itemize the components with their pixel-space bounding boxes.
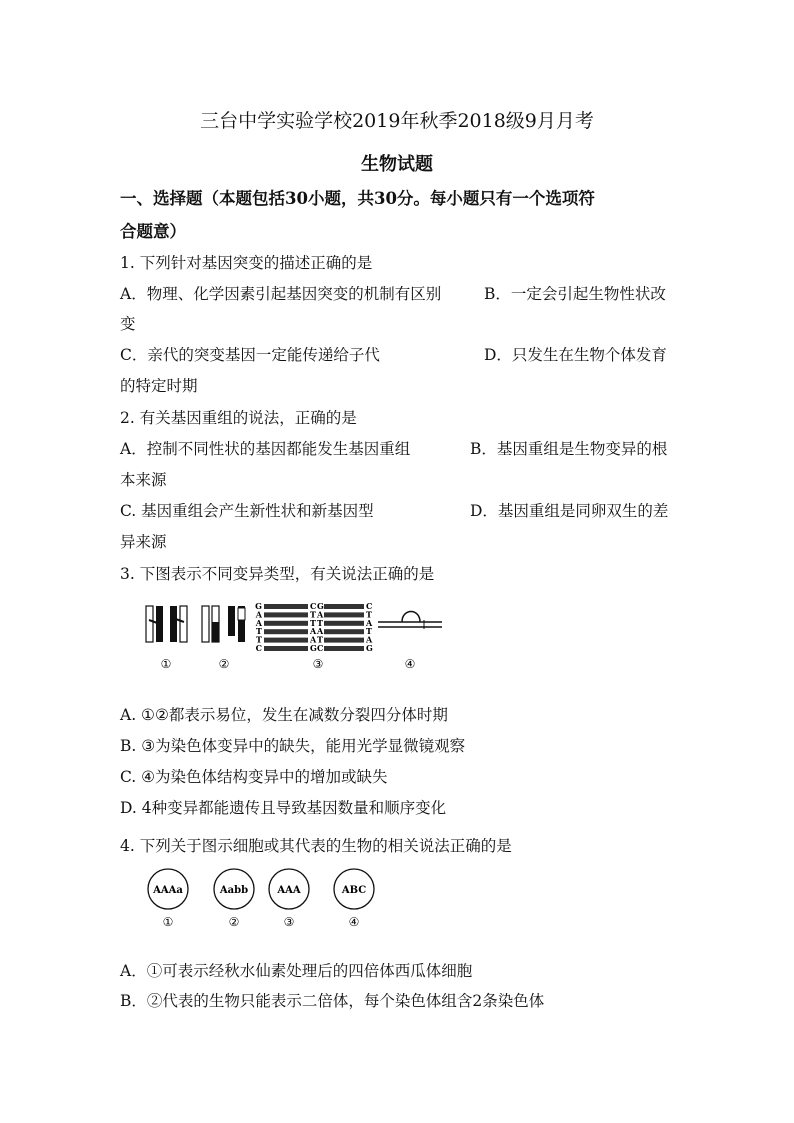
dna-base-mid-a: T	[310, 617, 316, 628]
cell-1	[148, 869, 188, 929]
q1-option-b: B．一定会引起生物性状改	[484, 285, 666, 303]
q1-option-a: A．物理、化学因素引起基因突变的机制有区别	[120, 285, 442, 303]
dna-strand-segment	[264, 638, 308, 643]
section-heading-line1: 一、选择题（本题包括30小题，共30分。每小题只有一个选项符	[120, 189, 595, 208]
dna-strand-segment	[324, 629, 364, 634]
dna-base-right: G	[366, 643, 373, 653]
figure-label-1: ①	[160, 657, 172, 671]
dna-base-right: C	[366, 601, 373, 611]
q4-stem: 4. 下列关于图示细胞或其代表的生物的相关说法正确的是	[120, 837, 512, 855]
dna-base-right: A	[366, 617, 373, 628]
q1-option-b-cont: 变	[120, 315, 136, 333]
dna-base-left: G	[255, 601, 262, 611]
dna-base-left: A	[255, 617, 262, 628]
dna-base-mid-b: C	[317, 643, 324, 653]
q3-option-b: B. ③为染色体变异中的缺失，能用光学显微镜观察	[120, 737, 466, 755]
q1-option-d-cont: 的特定时期	[120, 377, 198, 395]
figure-3-dna	[255, 601, 373, 653]
figure-label-3: ③	[312, 657, 324, 671]
dna-strand-segment	[264, 621, 308, 626]
dna-base-mid-a: G	[310, 643, 317, 653]
cell-2	[214, 869, 254, 929]
q3-variation-figure	[140, 594, 450, 674]
dna-base-left: T	[256, 634, 262, 645]
q2-option-c: C. 基因重组会产生新性状和新基因型	[120, 502, 374, 520]
figure-1-chromosomes	[146, 606, 187, 642]
cell-3	[269, 869, 309, 929]
exam-title: 三台中学实验学校2019年秋季2018级9月月考	[200, 110, 594, 132]
dna-base-mid-a: C	[310, 601, 317, 611]
q3-option-a: A. ①②都表示易位，发生在减数分裂四分体时期	[120, 706, 448, 724]
q2-option-d-cont: 异来源	[120, 533, 167, 551]
cell-4-genotype: ABC	[341, 885, 367, 896]
q3-option-d: D. 4种变异都能遗传且导致基因数量和顺序变化	[120, 799, 447, 817]
q4-option-b: B．②代表的生物只能表示二倍体，每个染色体组含2条染色体	[120, 992, 545, 1010]
cell-1-label: ①	[162, 915, 174, 929]
dna-base-mid-b: T	[317, 634, 323, 645]
dna-base-mid-a: T	[310, 609, 316, 620]
cell-2-label: ②	[228, 915, 240, 929]
cell-4-label: ④	[348, 915, 360, 929]
q4-option-a: A．①可表示经秋水仙素处理后的四倍体西瓜体细胞	[120, 962, 473, 980]
cell-2-genotype: Aabb	[219, 885, 249, 896]
q3-stem: 3. 下图表示不同变异类型，有关说法正确的是	[120, 565, 435, 583]
dna-strand-segment	[324, 646, 364, 651]
dna-strand-segment	[264, 646, 308, 651]
dna-base-right: T	[366, 609, 372, 620]
q4-cell-figure	[144, 866, 384, 932]
dna-strand-segment	[324, 638, 364, 643]
dna-strand-segment	[324, 621, 364, 626]
subject-title: 生物试题	[361, 154, 433, 175]
dna-base-left: T	[256, 626, 262, 637]
dna-base-mid-b: T	[317, 617, 323, 628]
figure-2-chromosomes	[202, 606, 245, 642]
dna-strand-segment	[324, 612, 364, 617]
q1-stem: 1. 下列针对基因突变的描述正确的是	[120, 254, 373, 272]
q2-option-a: A．控制不同性状的基因都能发生基因重组	[120, 440, 411, 458]
cell-4	[334, 869, 374, 929]
dna-base-mid-b: G	[317, 601, 324, 611]
q2-stem: 2. 有关基因重组的说法，正确的是	[120, 409, 357, 427]
figure-4-loop	[378, 612, 442, 630]
dna-strand-segment	[264, 604, 308, 609]
cell-1-genotype: AAAa	[153, 885, 183, 896]
q2-option-d: D．基因重组是同卵双生的差	[470, 502, 669, 520]
section-heading-line2: 合题意）	[120, 222, 186, 241]
dna-base-mid-b: A	[317, 609, 324, 620]
dna-base-right: T	[366, 626, 372, 637]
dna-strand-segment	[324, 604, 364, 609]
dna-base-right: A	[366, 634, 373, 645]
dna-strand-segment	[264, 612, 308, 617]
q3-option-c: C. ④为染色体结构变异中的增加或缺失	[120, 768, 388, 786]
dna-base-mid-b: A	[317, 626, 324, 637]
cell-3-label: ③	[283, 915, 295, 929]
dna-base-left: C	[255, 643, 262, 653]
dna-base-left: A	[255, 609, 262, 620]
dna-base-mid-a: A	[310, 626, 317, 637]
q2-option-b-cont: 本来源	[120, 471, 167, 489]
figure-label-4: ④	[404, 657, 416, 671]
figure-label-2: ②	[218, 657, 230, 671]
q1-option-c: C．亲代的突变基因一定能传递给子代	[120, 346, 380, 364]
q1-option-d: D．只发生在生物个体发育	[484, 346, 667, 364]
q2-option-b: B．基因重组是生物变异的根	[470, 440, 668, 458]
dna-base-mid-a: A	[310, 634, 317, 645]
cell-3-genotype: AAA	[277, 885, 301, 896]
dna-strand-segment	[264, 629, 308, 634]
